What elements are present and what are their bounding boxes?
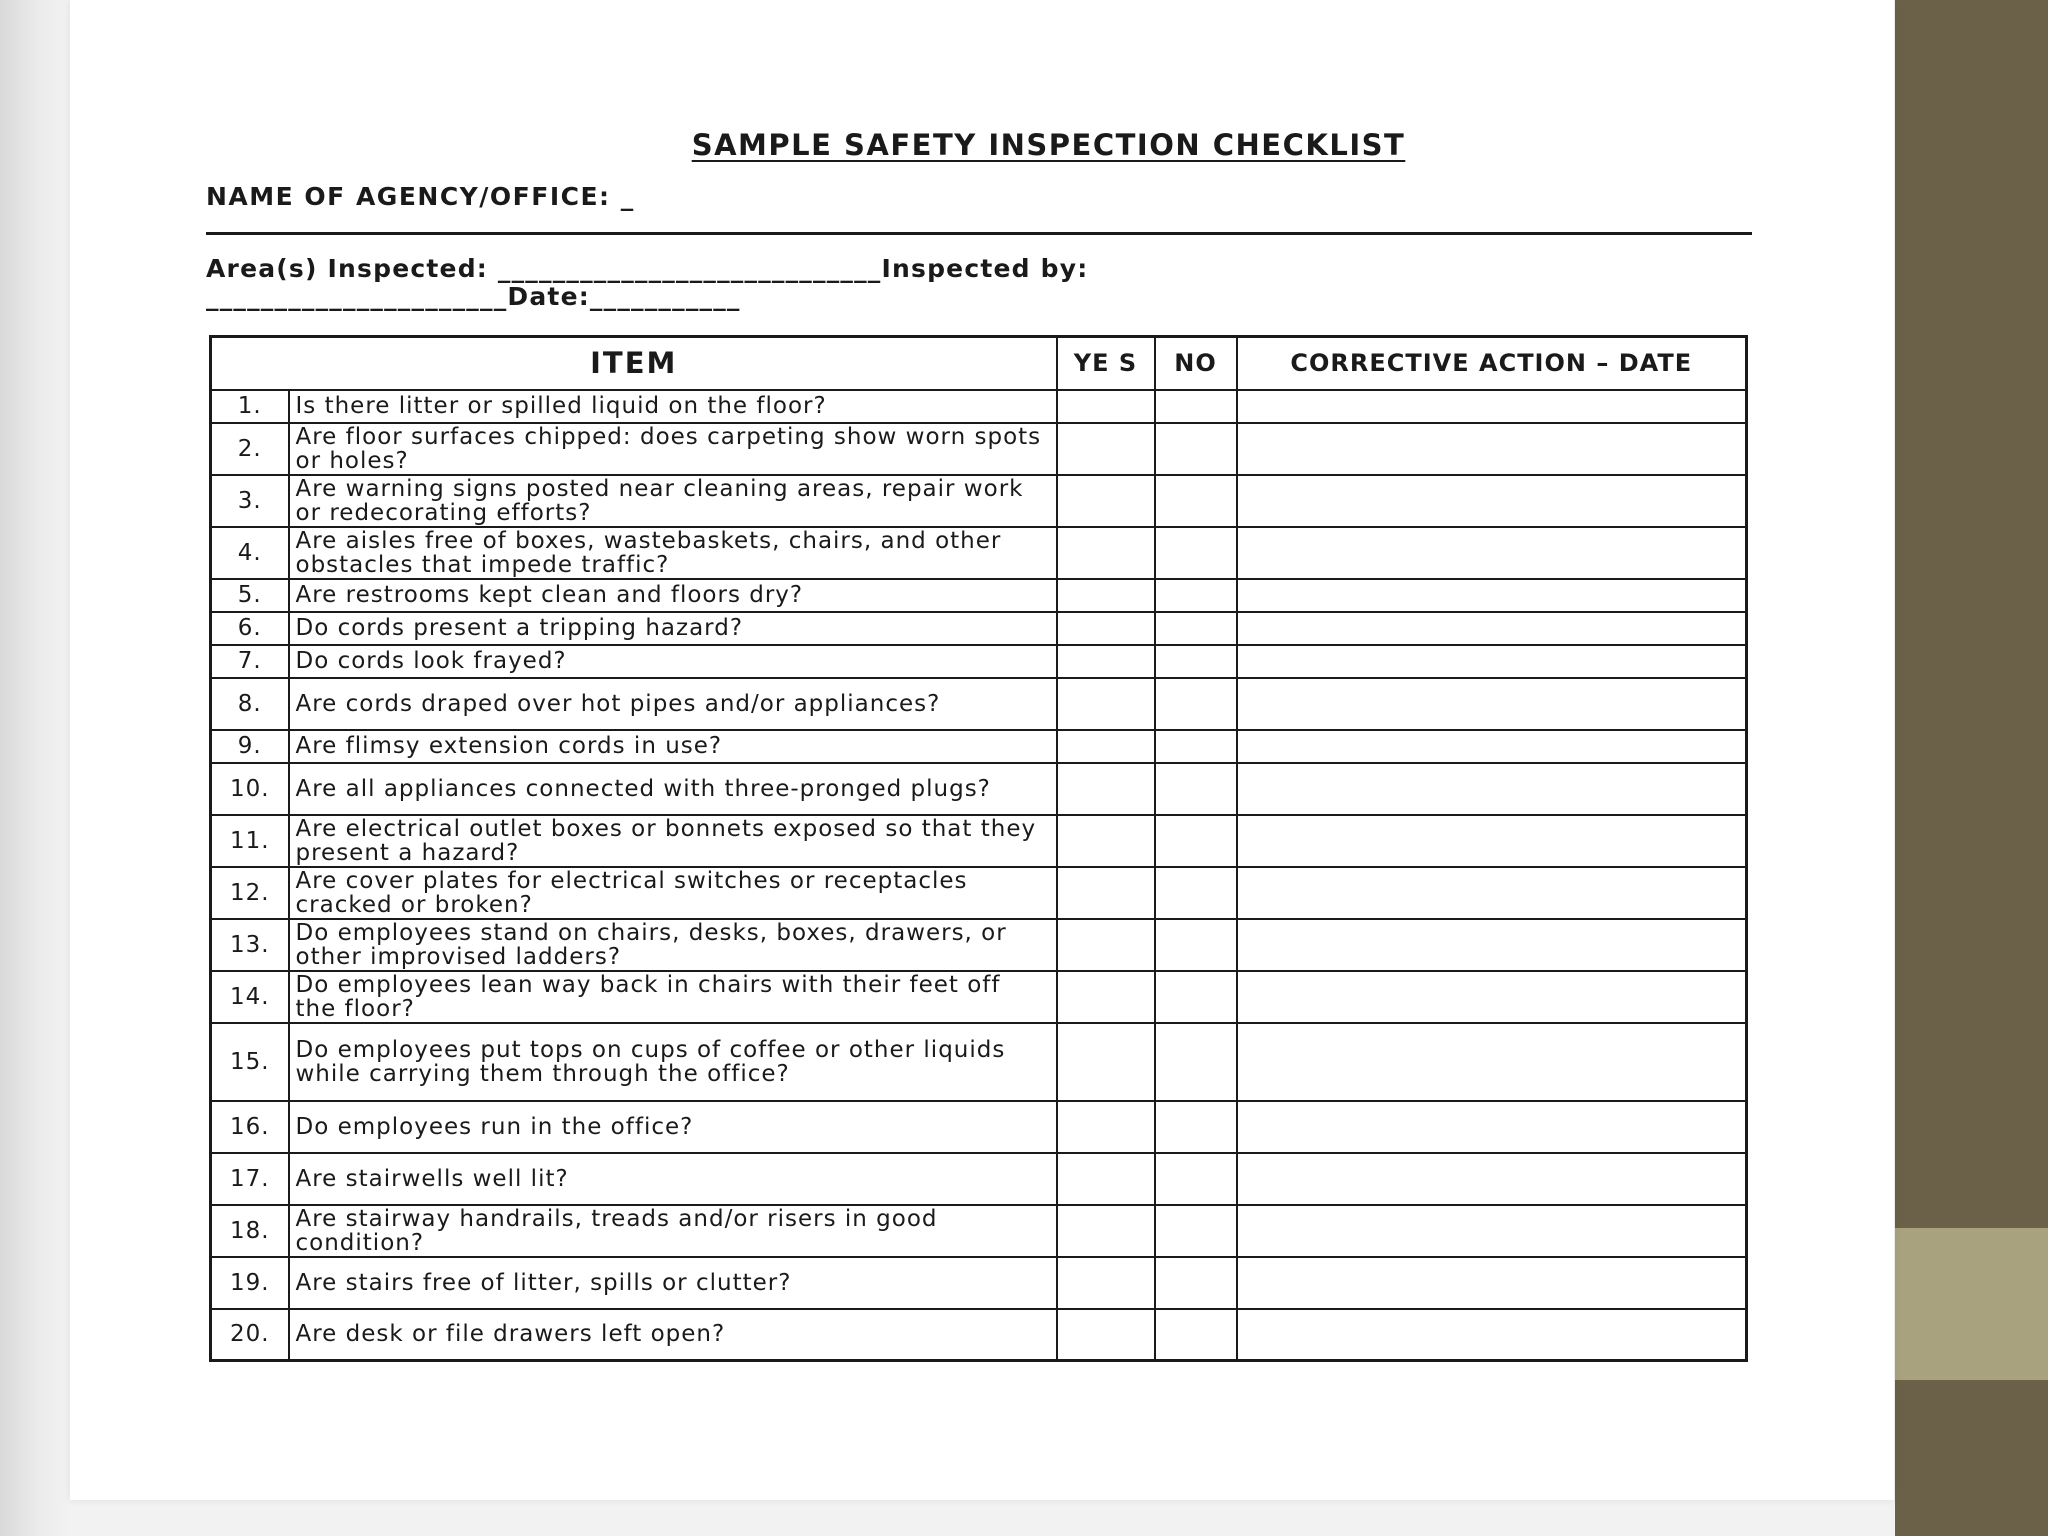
header-yes: YE S: [1057, 337, 1155, 390]
yes-checkbox-cell[interactable]: [1057, 1257, 1155, 1309]
corrective-action-cell[interactable]: [1237, 390, 1747, 423]
item-question: Are cords draped over hot pipes and/or appliances?: [289, 678, 1057, 730]
no-checkbox-cell[interactable]: [1155, 1257, 1237, 1309]
item-number: 11.: [211, 815, 289, 867]
yes-checkbox-cell[interactable]: [1057, 645, 1155, 678]
yes-checkbox-cell[interactable]: [1057, 1023, 1155, 1101]
yes-checkbox-cell[interactable]: [1057, 390, 1155, 423]
no-checkbox-cell[interactable]: [1155, 1101, 1237, 1153]
item-number: 15.: [211, 1023, 289, 1101]
yes-checkbox-cell[interactable]: [1057, 763, 1155, 815]
document-page: [70, 0, 1894, 1500]
yes-checkbox-cell[interactable]: [1057, 612, 1155, 645]
no-checkbox-cell[interactable]: [1155, 1205, 1237, 1257]
item-number: 17.: [211, 1153, 289, 1205]
item-number: 3.: [211, 475, 289, 527]
yes-checkbox-cell[interactable]: [1057, 971, 1155, 1023]
yes-checkbox-cell[interactable]: [1057, 1309, 1155, 1361]
item-question: Are flimsy extension cords in use?: [289, 730, 1057, 763]
yes-checkbox-cell[interactable]: [1057, 919, 1155, 971]
yes-checkbox-cell[interactable]: [1057, 1101, 1155, 1153]
no-checkbox-cell[interactable]: [1155, 475, 1237, 527]
item-question: Do employees stand on chairs, desks, boxes, drawers, or other improvised ladders?: [289, 919, 1057, 971]
item-number: 12.: [211, 867, 289, 919]
sidebar-decoration-top: [1895, 0, 2048, 1228]
table-row: [211, 1205, 1747, 1257]
yes-checkbox-cell[interactable]: [1057, 475, 1155, 527]
item-question: Are stairwells well lit?: [289, 1153, 1057, 1205]
corrective-action-cell[interactable]: [1237, 730, 1747, 763]
date-field-label: ______________________Date:___________: [206, 282, 741, 311]
no-checkbox-cell[interactable]: [1155, 919, 1237, 971]
item-number: 8.: [211, 678, 289, 730]
table-row: [211, 645, 1747, 678]
table-row: [211, 1309, 1747, 1361]
corrective-action-cell[interactable]: [1237, 678, 1747, 730]
corrective-action-cell[interactable]: [1237, 645, 1747, 678]
yes-checkbox-cell[interactable]: [1057, 1205, 1155, 1257]
yes-checkbox-cell[interactable]: [1057, 815, 1155, 867]
no-checkbox-cell[interactable]: [1155, 579, 1237, 612]
item-number: 2.: [211, 423, 289, 475]
corrective-action-cell[interactable]: [1237, 527, 1747, 579]
yes-checkbox-cell[interactable]: [1057, 527, 1155, 579]
item-question: Do cords look frayed?: [289, 645, 1057, 678]
item-question: Do employees lean way back in chairs with their feet off the floor?: [289, 971, 1057, 1023]
yes-checkbox-cell[interactable]: [1057, 730, 1155, 763]
item-question: Are desk or file drawers left open?: [289, 1309, 1057, 1361]
item-question: Is there litter or spilled liquid on the floor?: [289, 390, 1057, 423]
item-number: 20.: [211, 1309, 289, 1361]
item-question: Are warning signs posted near cleaning areas, repair work or redecorating efforts?: [289, 475, 1057, 527]
table-row: [211, 815, 1747, 867]
item-number: 9.: [211, 730, 289, 763]
corrective-action-cell[interactable]: [1237, 475, 1747, 527]
corrective-action-cell[interactable]: [1237, 763, 1747, 815]
corrective-action-cell[interactable]: [1237, 971, 1747, 1023]
table-header-row: [211, 337, 1747, 390]
corrective-action-cell[interactable]: [1237, 815, 1747, 867]
no-checkbox-cell[interactable]: [1155, 678, 1237, 730]
item-question: Are stairs free of litter, spills or clutter?: [289, 1257, 1057, 1309]
corrective-action-cell[interactable]: [1237, 867, 1747, 919]
areas-inspected-label: Area(s) Inspected: ____________________________Inspected by:: [206, 254, 1089, 283]
item-number: 13.: [211, 919, 289, 971]
no-checkbox-cell[interactable]: [1155, 612, 1237, 645]
table-row: [211, 971, 1747, 1023]
item-number: 5.: [211, 579, 289, 612]
corrective-action-cell[interactable]: [1237, 423, 1747, 475]
item-question: Are cover plates for electrical switches or receptacles cracked or broken?: [289, 867, 1057, 919]
yes-checkbox-cell[interactable]: [1057, 579, 1155, 612]
item-number: 10.: [211, 763, 289, 815]
no-checkbox-cell[interactable]: [1155, 815, 1237, 867]
item-number: 4.: [211, 527, 289, 579]
item-number: 6.: [211, 612, 289, 645]
table-row: [211, 919, 1747, 971]
item-number: 1.: [211, 390, 289, 423]
no-checkbox-cell[interactable]: [1155, 527, 1237, 579]
table-row: [211, 527, 1747, 579]
no-checkbox-cell[interactable]: [1155, 1023, 1237, 1101]
no-checkbox-cell[interactable]: [1155, 390, 1237, 423]
item-number: 16.: [211, 1101, 289, 1153]
yes-checkbox-cell[interactable]: [1057, 423, 1155, 475]
table-row: [211, 579, 1747, 612]
no-checkbox-cell[interactable]: [1155, 645, 1237, 678]
item-question: Do employees run in the office?: [289, 1101, 1057, 1153]
item-question: Are aisles free of boxes, wastebaskets, chairs, and other obstacles that impede traffic?: [289, 527, 1057, 579]
item-number: 14.: [211, 971, 289, 1023]
no-checkbox-cell[interactable]: [1155, 730, 1237, 763]
corrective-action-cell[interactable]: [1237, 1023, 1747, 1101]
checklist-table: [209, 335, 1748, 1362]
agency-field-label: NAME OF AGENCY/OFFICE: _: [206, 182, 635, 211]
table-row: [211, 612, 1747, 645]
table-row: [211, 1153, 1747, 1205]
no-checkbox-cell[interactable]: [1155, 763, 1237, 815]
item-question: Do employees put tops on cups of coffee or other liquids while carrying them through the office?: [289, 1023, 1057, 1101]
item-number: 18.: [211, 1205, 289, 1257]
header-no: NO: [1155, 337, 1237, 390]
table-row: [211, 763, 1747, 815]
no-checkbox-cell[interactable]: [1155, 867, 1237, 919]
header-corrective-action: CORRECTIVE ACTION – DATE: [1237, 337, 1747, 390]
no-checkbox-cell[interactable]: [1155, 1153, 1237, 1205]
corrective-action-cell[interactable]: [1237, 579, 1747, 612]
corrective-action-cell[interactable]: [1237, 612, 1747, 645]
header-item: ITEM: [211, 337, 1057, 390]
item-question: Are floor surfaces chipped: does carpeting show worn spots or holes?: [289, 423, 1057, 475]
item-question: Are stairway handrails, treads and/or risers in good condition?: [289, 1205, 1057, 1257]
item-question: Are all appliances connected with three-pronged plugs?: [289, 763, 1057, 815]
table-row: [211, 678, 1747, 730]
item-number: 19.: [211, 1257, 289, 1309]
no-checkbox-cell[interactable]: [1155, 1309, 1237, 1361]
corrective-action-cell[interactable]: [1237, 919, 1747, 971]
table-row: [211, 1101, 1747, 1153]
item-number: 7.: [211, 645, 289, 678]
sidebar-decoration-accent: [1895, 1228, 2048, 1380]
yes-checkbox-cell[interactable]: [1057, 867, 1155, 919]
no-checkbox-cell[interactable]: [1155, 423, 1237, 475]
table-row: [211, 423, 1747, 475]
document-title: SAMPLE SAFETY INSPECTION CHECKLIST: [691, 128, 1406, 162]
corrective-action-cell[interactable]: [1237, 1257, 1747, 1309]
agency-field-line: [206, 232, 1752, 235]
item-question: Do cords present a tripping hazard?: [289, 612, 1057, 645]
table-row: [211, 475, 1747, 527]
corrective-action-cell[interactable]: [1237, 1153, 1747, 1205]
corrective-action-cell[interactable]: [1237, 1101, 1747, 1153]
table-row: [211, 1257, 1747, 1309]
corrective-action-cell[interactable]: [1237, 1309, 1747, 1361]
table-row: [211, 867, 1747, 919]
sidebar-decoration-bottom: [1895, 1380, 2048, 1536]
yes-checkbox-cell[interactable]: [1057, 678, 1155, 730]
table-row: [211, 390, 1747, 423]
table-row: [211, 1023, 1747, 1101]
item-question: Are restrooms kept clean and floors dry?: [289, 579, 1057, 612]
table-row: [211, 730, 1747, 763]
no-checkbox-cell[interactable]: [1155, 971, 1237, 1023]
corrective-action-cell[interactable]: [1237, 1205, 1747, 1257]
yes-checkbox-cell[interactable]: [1057, 1153, 1155, 1205]
item-question: Are electrical outlet boxes or bonnets exposed so that they present a hazard?: [289, 815, 1057, 867]
